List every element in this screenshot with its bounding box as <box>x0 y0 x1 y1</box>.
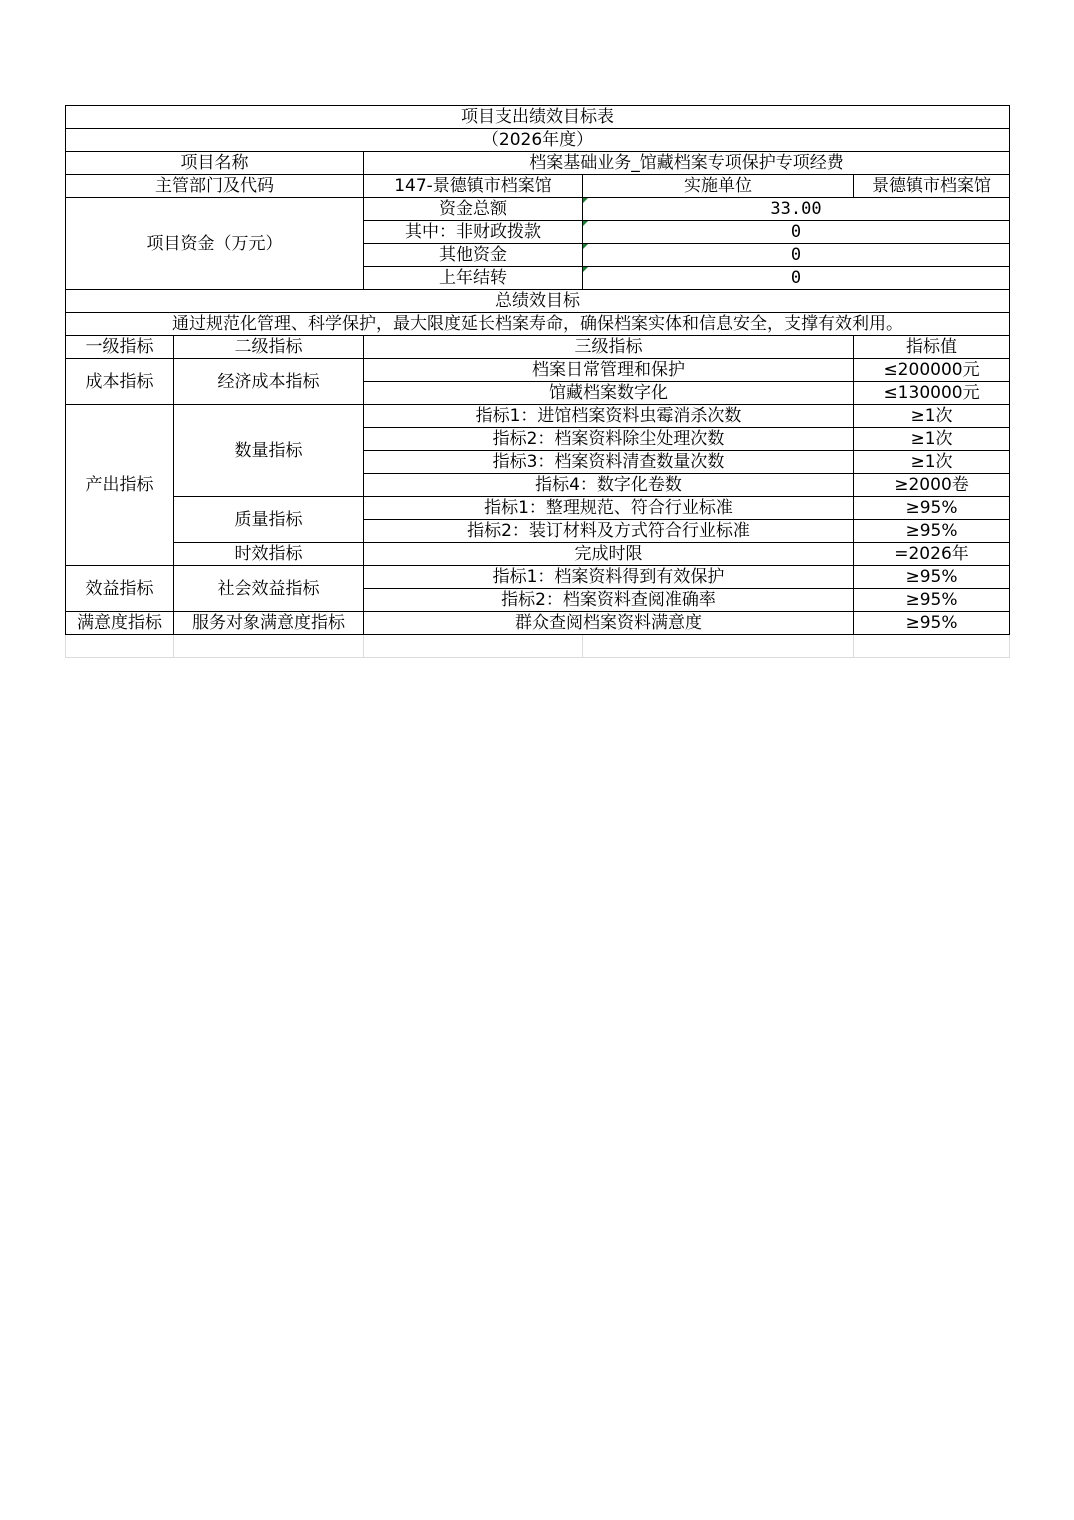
fund-row-label: 资金总额 <box>364 198 583 221</box>
header-level1: 一级指标 <box>66 336 174 359</box>
indicator-value: ≥95% <box>854 589 1010 612</box>
indicator-value: ≤200000元 <box>854 359 1010 382</box>
indicator-name: 馆藏档案数字化 <box>364 382 854 405</box>
level1-benefit: 效益指标 <box>66 566 174 612</box>
overall-goal-text: 通过规范化管理、科学保护，最大限度延长档案寿命，确保档案实体和信息安全，支撑有效利用。 <box>66 313 1010 336</box>
indicator-name: 指标3：档案资料清查数量次数 <box>364 451 854 474</box>
implementing-unit-label: 实施单位 <box>583 175 854 198</box>
indicator-value: ≥95% <box>854 612 1010 635</box>
level2-quantity: 数量指标 <box>174 405 364 497</box>
fund-row-value: 33.00 <box>583 198 1010 221</box>
indicator-value: ≥1次 <box>854 428 1010 451</box>
indicator-value: ≥2000卷 <box>854 474 1010 497</box>
indicator-name: 指标2：档案资料查阅准确率 <box>364 589 854 612</box>
level2-economic-cost: 经济成本指标 <box>174 359 364 405</box>
fund-row-label: 上年结转 <box>364 267 583 290</box>
indicator-name: 指标4：数字化卷数 <box>364 474 854 497</box>
indicator-name: 指标2：装订材料及方式符合行业标准 <box>364 520 854 543</box>
overall-goal-label: 总绩效目标 <box>66 290 1010 313</box>
level2-timeliness: 时效指标 <box>174 543 364 566</box>
empty-cell <box>854 635 1010 658</box>
empty-row <box>66 635 1010 658</box>
fund-row-label: 其他资金 <box>364 244 583 267</box>
empty-cell <box>66 635 174 658</box>
level1-satisfaction: 满意度指标 <box>66 612 174 635</box>
funds-label: 项目资金（万元） <box>66 198 364 290</box>
project-name-value: 档案基础业务_馆藏档案专项保护专项经费 <box>364 152 1010 175</box>
indicator-value: =2026年 <box>854 543 1010 566</box>
department-label: 主管部门及代码 <box>66 175 364 198</box>
fund-row-value: 0 <box>583 267 1010 290</box>
level2-service-satisfaction: 服务对象满意度指标 <box>174 612 364 635</box>
empty-cell <box>583 635 854 658</box>
fund-row-label: 其中：非财政拨款 <box>364 221 583 244</box>
header-value: 指标值 <box>854 336 1010 359</box>
indicator-value: ≥95% <box>854 497 1010 520</box>
table-title: 项目支出绩效目标表 <box>66 106 1010 129</box>
indicator-name: 指标2：档案资料除尘处理次数 <box>364 428 854 451</box>
indicator-name: 指标1：整理规范、符合行业标准 <box>364 497 854 520</box>
indicator-name: 完成时限 <box>364 543 854 566</box>
indicator-name: 群众查阅档案资料满意度 <box>364 612 854 635</box>
empty-cell <box>174 635 364 658</box>
indicator-value: ≤130000元 <box>854 382 1010 405</box>
indicator-name: 指标1：进馆档案资料虫霉消杀次数 <box>364 405 854 428</box>
indicator-value: ≥1次 <box>854 451 1010 474</box>
header-level3: 三级指标 <box>364 336 854 359</box>
indicator-name: 指标1：档案资料得到有效保护 <box>364 566 854 589</box>
indicator-value: ≥95% <box>854 520 1010 543</box>
indicator-value: ≥95% <box>854 566 1010 589</box>
table-year: （2026年度） <box>66 129 1010 152</box>
department-value: 147-景德镇市档案馆 <box>364 175 583 198</box>
level1-cost: 成本指标 <box>66 359 174 405</box>
project-name-label: 项目名称 <box>66 152 364 175</box>
performance-target-table <box>65 105 1010 658</box>
indicator-name: 档案日常管理和保护 <box>364 359 854 382</box>
level2-quality: 质量指标 <box>174 497 364 543</box>
level2-social-benefit: 社会效益指标 <box>174 566 364 612</box>
empty-cell <box>364 635 583 658</box>
level1-output: 产出指标 <box>66 405 174 566</box>
indicator-value: ≥1次 <box>854 405 1010 428</box>
fund-row-value: 0 <box>583 244 1010 267</box>
implementing-unit-value: 景德镇市档案馆 <box>854 175 1010 198</box>
fund-row-value: 0 <box>583 221 1010 244</box>
header-level2: 二级指标 <box>174 336 364 359</box>
